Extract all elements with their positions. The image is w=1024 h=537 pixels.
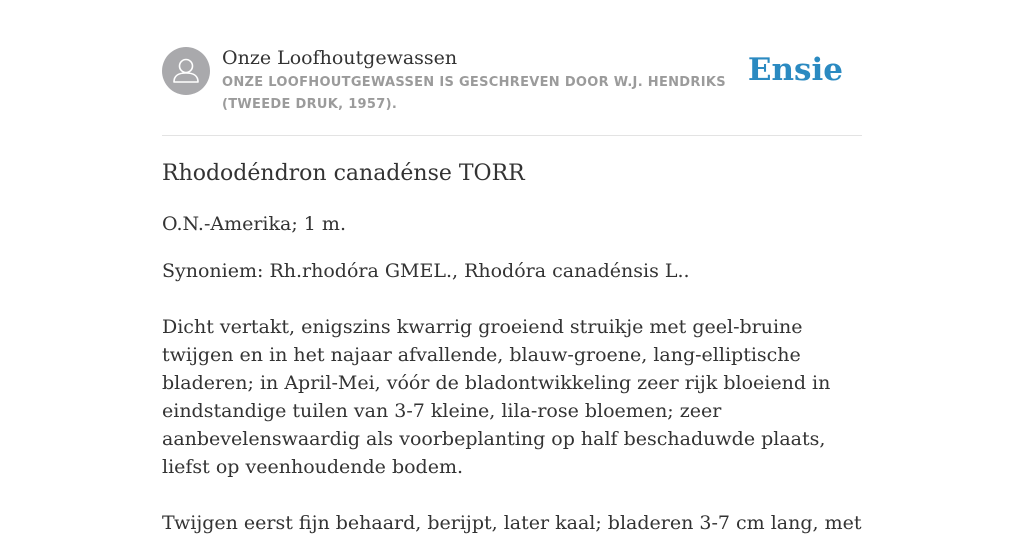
user-icon [162,47,210,95]
entry-paragraph: Dicht vertakt, enigszins kwarrig groeiend struikje met geel-bruine twijgen en in het najaar afvallende, blauw-groene, lang-elliptische bladeren; in April-Mei, vóór de bladontwikkeling zeer rijk bloeiend in eindstandige tuilen van 3-7 kleine, lila-rose bloemen; zeer aanbevelenswaardig als voorbeplanting op half beschaduwde plaats, liefst op veenhoudende bodem. [162,316,831,478]
author-description: ONZE LOOFHOUTGEWASSEN IS GESCHREVEN DOOR W.J. HENDRIKS (TWEEDE DRUK, 1957). [222,75,726,112]
entry-origin: O.N.-Amerika; 1 m. [162,213,346,235]
author-name[interactable]: Onze Loofhoutgewassen [222,47,458,69]
entry-content [162,158,866,537]
brand-logo[interactable]: Ensie [747,52,843,88]
header-divider [162,135,862,136]
author-avatar[interactable] [162,47,210,95]
entry-synonyms: Synoniem: Rh.rhodóra GMEL., Rhodóra canadénsis L.. [162,260,690,282]
entry-paragraph: Twijgen eerst fijn behaard, berijpt, later kaal; bladeren 3-7 cm lang, met [162,512,862,534]
entry-title: Rhododéndron canadénse TORR [162,161,525,186]
